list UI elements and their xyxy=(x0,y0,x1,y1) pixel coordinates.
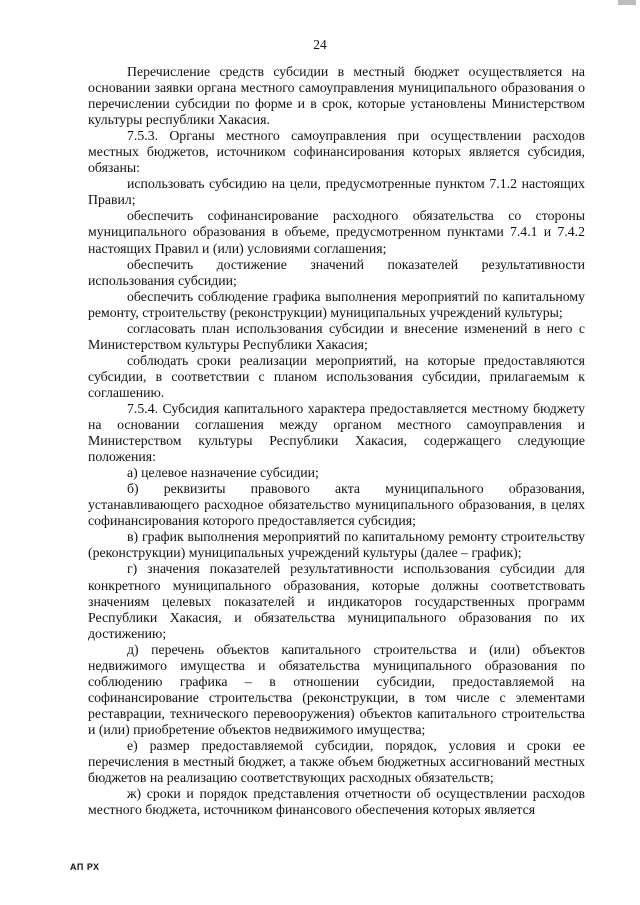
paragraph: б) реквизиты правового акта муниципального образования, устанавливающего расходное обязательство муниципального образования, в целях софинансирования которого предоставляется субсидия; xyxy=(88,481,585,529)
footer-code: АП РХ xyxy=(70,862,100,872)
paragraph: д) перечень объектов капитального строительства и (или) объектов недвижимого имущества и обязательства муниципального образования по соблюдению графика – в отношении субсидии, предоставляемой на софинансирование строительства (реконструкции, в том числе с элементами реставрации, технического перевооружения) объектов капитального строительства и (или) приобретение объектов недвижимого имущества; xyxy=(88,641,585,737)
paragraph: Перечисление средств субсидии в местный бюджет осуществляется на основании заявки органа местного самоуправления муниципального образования о перечислении субсидии по форме и в срок, которые установлены Министерством культуры республики Хакасия. xyxy=(88,64,585,128)
page-number: 24 xyxy=(313,37,327,52)
paragraph: в) график выполнения мероприятий по капитальному ремонту строительству (реконструкции) муниципальных учреждений культуры (далее – график); xyxy=(88,529,585,561)
paragraph: е) размер предоставляемой субсидии, порядок, условия и сроки ее перечисления в местный бюджет, а также объем бюджетных ассигнований местных бюджетов на реализацию соответствующих расходных обязательств; xyxy=(88,737,585,786)
paragraph: обеспечить соблюдение графика выполнения мероприятий по капитальному ремонту, строительству (реконструкции) муниципальных учреждений культуры; xyxy=(88,288,585,320)
paragraph: 7.5.4. Субсидия капитального характера предоставляется местному бюджету на основании соглашения между органом местного самоуправления и Министерством культуры Республики Хакасия, содержащего следующие положения: xyxy=(88,400,585,465)
paragraph: использовать субсидию на цели, предусмотренные пунктом 7.1.2 настоящих Правил; xyxy=(88,176,585,208)
paragraph: обеспечить софинансирование расходного обязательства со стороны муниципального образования в объеме, предусмотренном пунктами 7.4.1 и 7.4.2 настоящих Правил и (или) условиями соглашения; xyxy=(88,208,585,256)
paragraph: согласовать план использования субсидии и внесение изменений в него с Министерством культуры Республики Хакасия; xyxy=(88,320,585,352)
paragraph: соблюдать сроки реализации мероприятий, на которые предоставляются субсидии, в соответствии с планом использования субсидии, прилагаемым к соглашению. xyxy=(88,352,585,400)
corner-scan-mark xyxy=(618,0,636,5)
paragraph: а) целевое назначение субсидии; xyxy=(127,465,319,481)
paragraph: ж) сроки и порядок представления отчетности об осуществлении расходов местного бюджета, источником финансового обеспечения которых является xyxy=(88,786,585,818)
document-body xyxy=(88,64,585,818)
paragraph: обеспечить достижение значений показателей результативности использования субсидии; xyxy=(88,256,585,288)
paragraph: 7.5.3. Органы местного самоуправления при осуществлении расходов местных бюджетов, источником софинансирования которых является субсидия, обязаны: xyxy=(88,128,585,176)
paragraph: г) значения показателей результативности использования субсидии для конкретного муниципального образования, которые должны соответствовать значениям целевых показателей и индикаторов государственных программ Республики Хакасия, и обязательства муниципального образования по их достижению; xyxy=(88,561,585,641)
